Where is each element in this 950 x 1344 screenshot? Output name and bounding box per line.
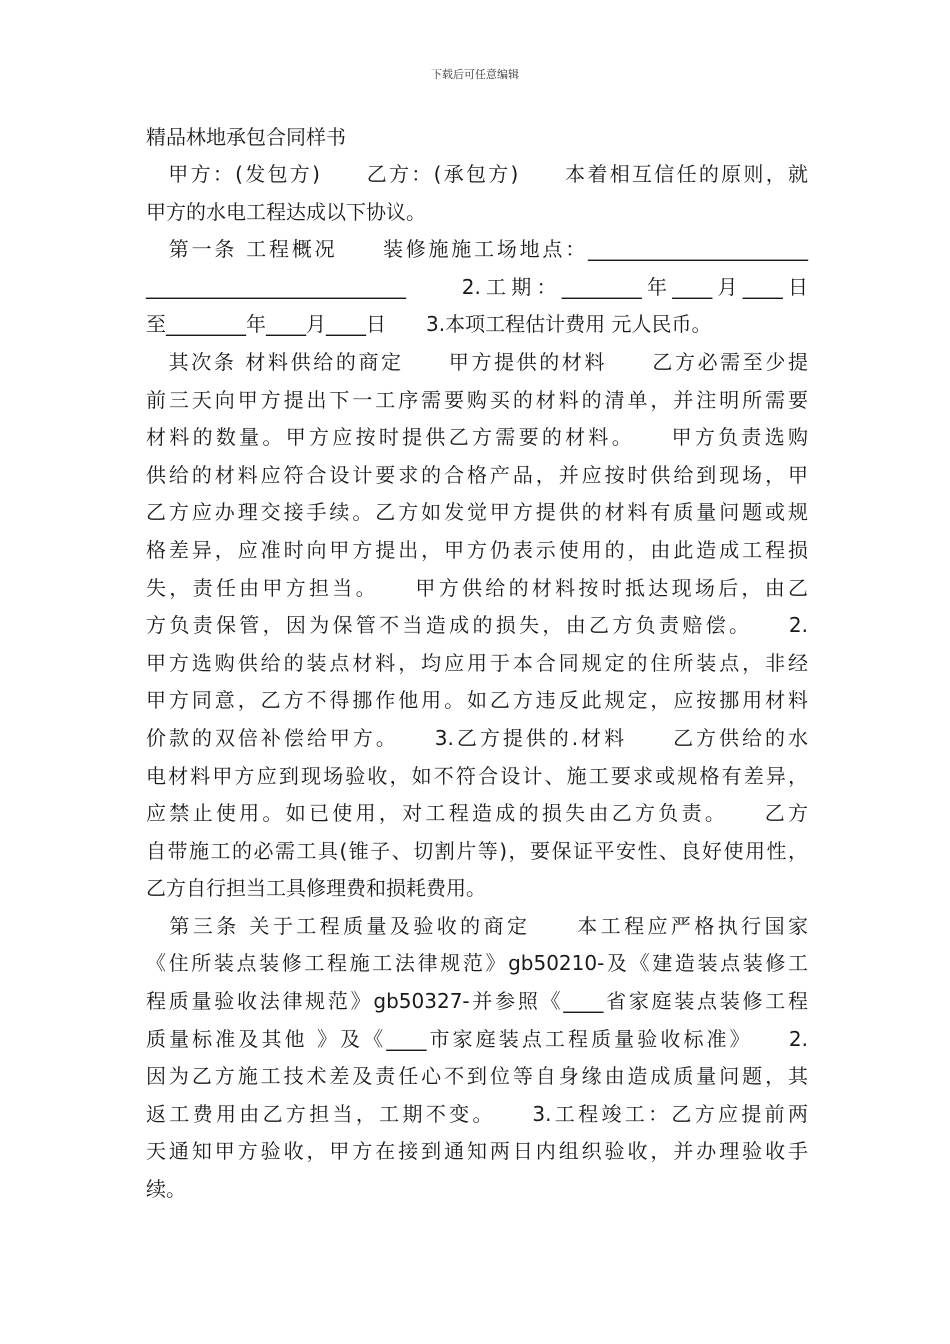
text-line: 方负责保管，因为保管不当造成的损失，由乙方负责赔偿。 2. bbox=[146, 613, 808, 638]
page-header: 下载后可任意编辑 bbox=[431, 68, 519, 81]
text-line: 甲方的水电工程达成以下协议。 bbox=[146, 199, 426, 224]
text-line: 电材料甲方应到现场验收，如不符合设计、施工要求或规格有差异， bbox=[146, 763, 808, 788]
text-line: 甲方同意，乙方不得挪作他用。如乙方违反此规定，应按挪用材料 bbox=[146, 688, 808, 713]
document-paragraphs bbox=[146, 156, 808, 1209]
text-line: 价款的双倍补偿给甲方。 3.乙方提供的.材料 乙方供给的水 bbox=[146, 725, 808, 750]
text-line: 返工费用由乙方担当，工期不变。 3.工程竣工：乙方应提前两 bbox=[146, 1101, 808, 1126]
text-line: 天通知甲方验收，甲方在接到通知两日内组织验收，并办理验收手 bbox=[146, 1139, 808, 1164]
contract-paragraph bbox=[146, 908, 808, 1209]
text-line: 程质量验收法律规范》gb50327-并参照《____省家庭装点装修工程 bbox=[146, 989, 808, 1014]
text-line: 格差异，应准时向甲方提出，甲方仍表示使用的，由此造成工程损 bbox=[146, 537, 808, 562]
text-line: 自带施工的必需工具(锥子、切割片等)，要保证平安性、良好使用性， bbox=[146, 838, 808, 863]
text-line: 应禁止使用。如已使用，对工程造成的损失由乙方负责。 乙方 bbox=[146, 801, 808, 826]
text-line: 前三天向甲方提出下一工序需要购买的材料的清单，并注明所需要 bbox=[146, 387, 808, 412]
text-line: 材料的数量。甲方应按时提供乙方需要的材料。 甲方负责选购 bbox=[146, 425, 808, 450]
text-line: 《住所装点装修工程施工法律规范》gb50210-及《建造装点装修工 bbox=[146, 951, 808, 976]
text-line: 第三条 关于工程质量及验收的商定 本工程应严格执行国家 bbox=[146, 913, 808, 938]
text-line: 其次条 材料供给的商定 甲方提供的材料 乙方必需至少提 bbox=[146, 349, 808, 374]
text-line: 失，责任由甲方担当。 甲方供给的材料按时抵达现场后，由乙 bbox=[146, 575, 808, 600]
contract-paragraph bbox=[146, 156, 808, 231]
contract-paragraph bbox=[146, 344, 808, 908]
text-line: 续。 bbox=[146, 1177, 186, 1202]
document-title: 精品林地承包合同样书 bbox=[146, 125, 346, 149]
text-line: 甲方：(发包方) 乙方：(承包方) 本着相互信任的原则，就 bbox=[146, 162, 808, 186]
text-line: __________________________ 2.工期：________年____月____日 bbox=[146, 274, 808, 299]
text-line: 因为乙方施工技术差及责任心不到位等自身缘由造成质量问题，其 bbox=[146, 1064, 808, 1089]
text-line: 质量标准及其他 》及《____市家庭装点工程质量验收标准》 2. bbox=[146, 1026, 808, 1051]
document-body bbox=[146, 118, 808, 1209]
text-line: 乙方应办理交接手续。乙方如发觉甲方提供的材料有质量问题或规 bbox=[146, 500, 808, 525]
text-line: 乙方自行担当工具修理费和损耗费用。 bbox=[146, 876, 486, 901]
text-line: 甲方选购供给的装点材料，均应用于本合同规定的住所装点，非经 bbox=[146, 650, 808, 675]
contract-paragraph bbox=[146, 231, 808, 344]
text-line: 供给的材料应符合设计要求的合格产品，并应按时供给到现场，甲 bbox=[146, 462, 808, 487]
text-line: 第一条 工程概况 装修施施工场地点：______________________ bbox=[146, 237, 808, 262]
text-line: 至________年____月____日 3.本项工程估计费用 元人民币。 bbox=[146, 312, 712, 337]
